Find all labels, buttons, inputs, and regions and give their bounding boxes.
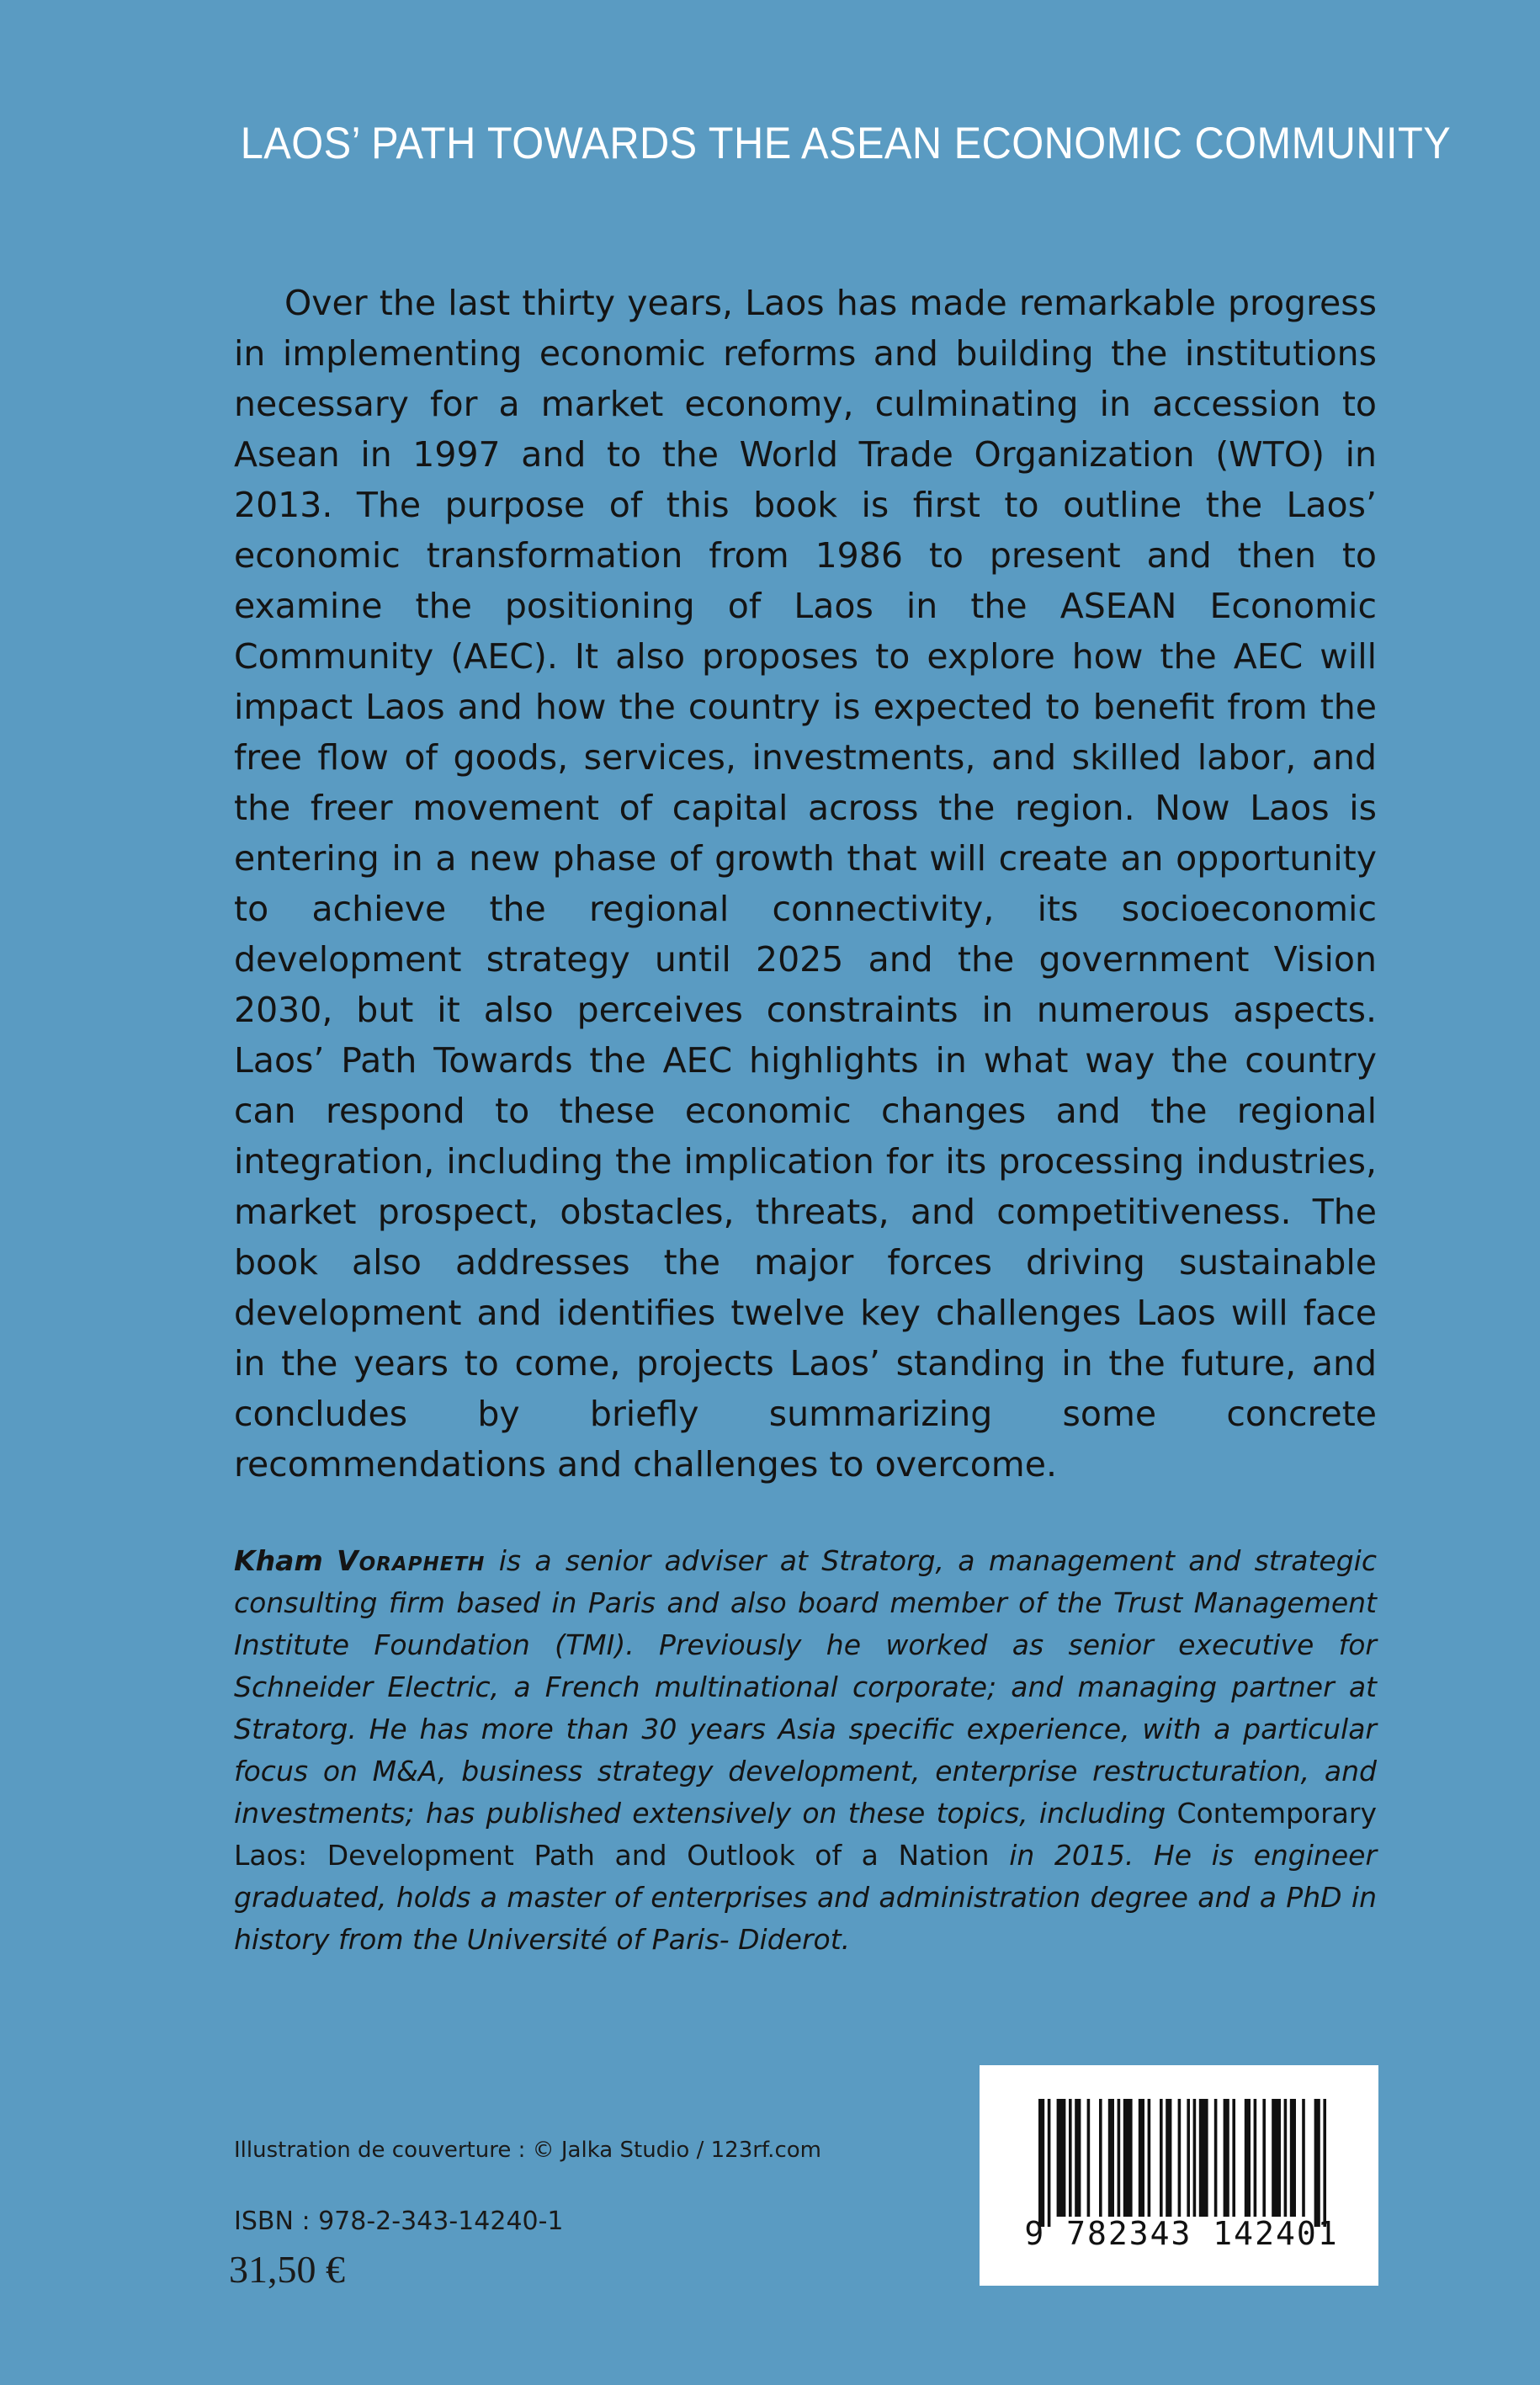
author-surname: Vorapheth (337, 1544, 486, 1577)
barcode-bar (1108, 2099, 1114, 2217)
barcode-bar (1302, 2099, 1305, 2217)
barcode-bar (1193, 2099, 1197, 2217)
cover-title-text: LAOS’ PATH TOWARDS THE ASEAN ECONOMIC COMMUNITY (240, 119, 1452, 168)
barcode-bar (1087, 2099, 1091, 2217)
barcode-bar (1214, 2099, 1218, 2217)
barcode-bar (1254, 2099, 1257, 2217)
barcode-bar (1148, 2099, 1151, 2217)
barcode-bar (1245, 2099, 1251, 2217)
barcode-bar (1284, 2099, 1288, 2217)
barcode-bar (1232, 2099, 1235, 2217)
author-first-name: Kham (234, 1544, 323, 1577)
cover-title (67, 118, 1484, 169)
isbn: ISBN : 978-2-343-14240-1 (234, 2207, 564, 2236)
barcode-bar (1272, 2099, 1281, 2217)
barcode-bar (1139, 2099, 1144, 2217)
barcode-bar (1199, 2099, 1208, 2217)
barcode-bar (1099, 2099, 1102, 2217)
barcode-bar (1038, 2099, 1044, 2227)
barcode-bar (1187, 2099, 1190, 2217)
barcode-bar (1166, 2099, 1171, 2217)
author-bio-text-1: is a senior adviser at Stratorg, a management and strategic consulting firm based in Paris and also board member of the Trust Management Institute Foundation (TMI). Previously he worked as senior executive for Schneider Electric, a French multinational corporate; and managing partner at Stratorg. He has more than 30 years Asia specific experience, with a particular focus on M&A, business strategy development, enterprise restructuration, and investments; has published extensively on these topics, including (234, 1544, 1377, 1830)
barcode-bar (1075, 2099, 1081, 2217)
barcode-bar (1048, 2099, 1051, 2227)
barcode-bar (1069, 2099, 1072, 2217)
barcode-digits: 9 782343 142401 (1024, 2215, 1339, 2252)
barcode-bar (1118, 2099, 1121, 2217)
book-blurb: Over the last thirty years, Laos has made remarkable progress in implementing economic reforms and building the institutions necessary for a market economy, culminating in accession to Asean in 1997 and to the World Trade Organization (WTO) in 2013. The purpose of this book is first to outline the Laos’ economic transformation from 1986 to present and then to examine the positioning of Laos in the ASEAN Economic Community (AEC). It also proposes to explore how the AEC will impact Laos and how the country is expected to benefit from the free flow of goods, services, investments, and skilled labor, and the freer movement of capital across the region. Now Laos is entering in a new phase of growth that will create an opportunity to achieve the regional connectivity, its socioeconomic development strategy until 2025 and the government Vision 2030, but it also perceives constraints in numerous aspects. Laos’ Path Towards the AEC highlights in what way the country can respond to these economic changes and the regional integration, including the implication for its processing industries, market prospect, obstacles, threats, and competitiveness. The book also addresses the major forces driving sustainable development and identifies twelve key challenges Laos will face in the years to come, projects Laos’ standing in the future, and concludes by briefly summarizing some concrete recommendations and challenges to overcome. (234, 283, 1377, 1485)
barcode-bar (1123, 2099, 1133, 2217)
barcode-bar (1262, 2099, 1266, 2217)
author-bio (234, 1540, 1377, 1961)
author-bio-text-2: in 2015. He is engineer graduated, holds a master of enterprises and administration degree and a PhD in history from the Université of Paris- Diderot. (234, 1839, 1378, 1956)
barcode (980, 2065, 1378, 2286)
barcode-bar (1160, 2099, 1163, 2217)
barcode-bar (1314, 2099, 1320, 2227)
barcode-bar (1057, 2099, 1066, 2217)
barcode-bar (1290, 2099, 1296, 2217)
barcode-bars (980, 2065, 1378, 2286)
barcode-bar (1178, 2099, 1182, 2217)
illustration-credit: Illustration de couverture : © Jalka Studio / 123rf.com (234, 2138, 821, 2163)
author-book-title: Contemporary Laos: Development Path and Outlook of a Nation (234, 1797, 1377, 1872)
price: 31,50 € (229, 2248, 345, 2291)
barcode-bar (1224, 2099, 1229, 2217)
barcode-bar (1323, 2099, 1326, 2227)
